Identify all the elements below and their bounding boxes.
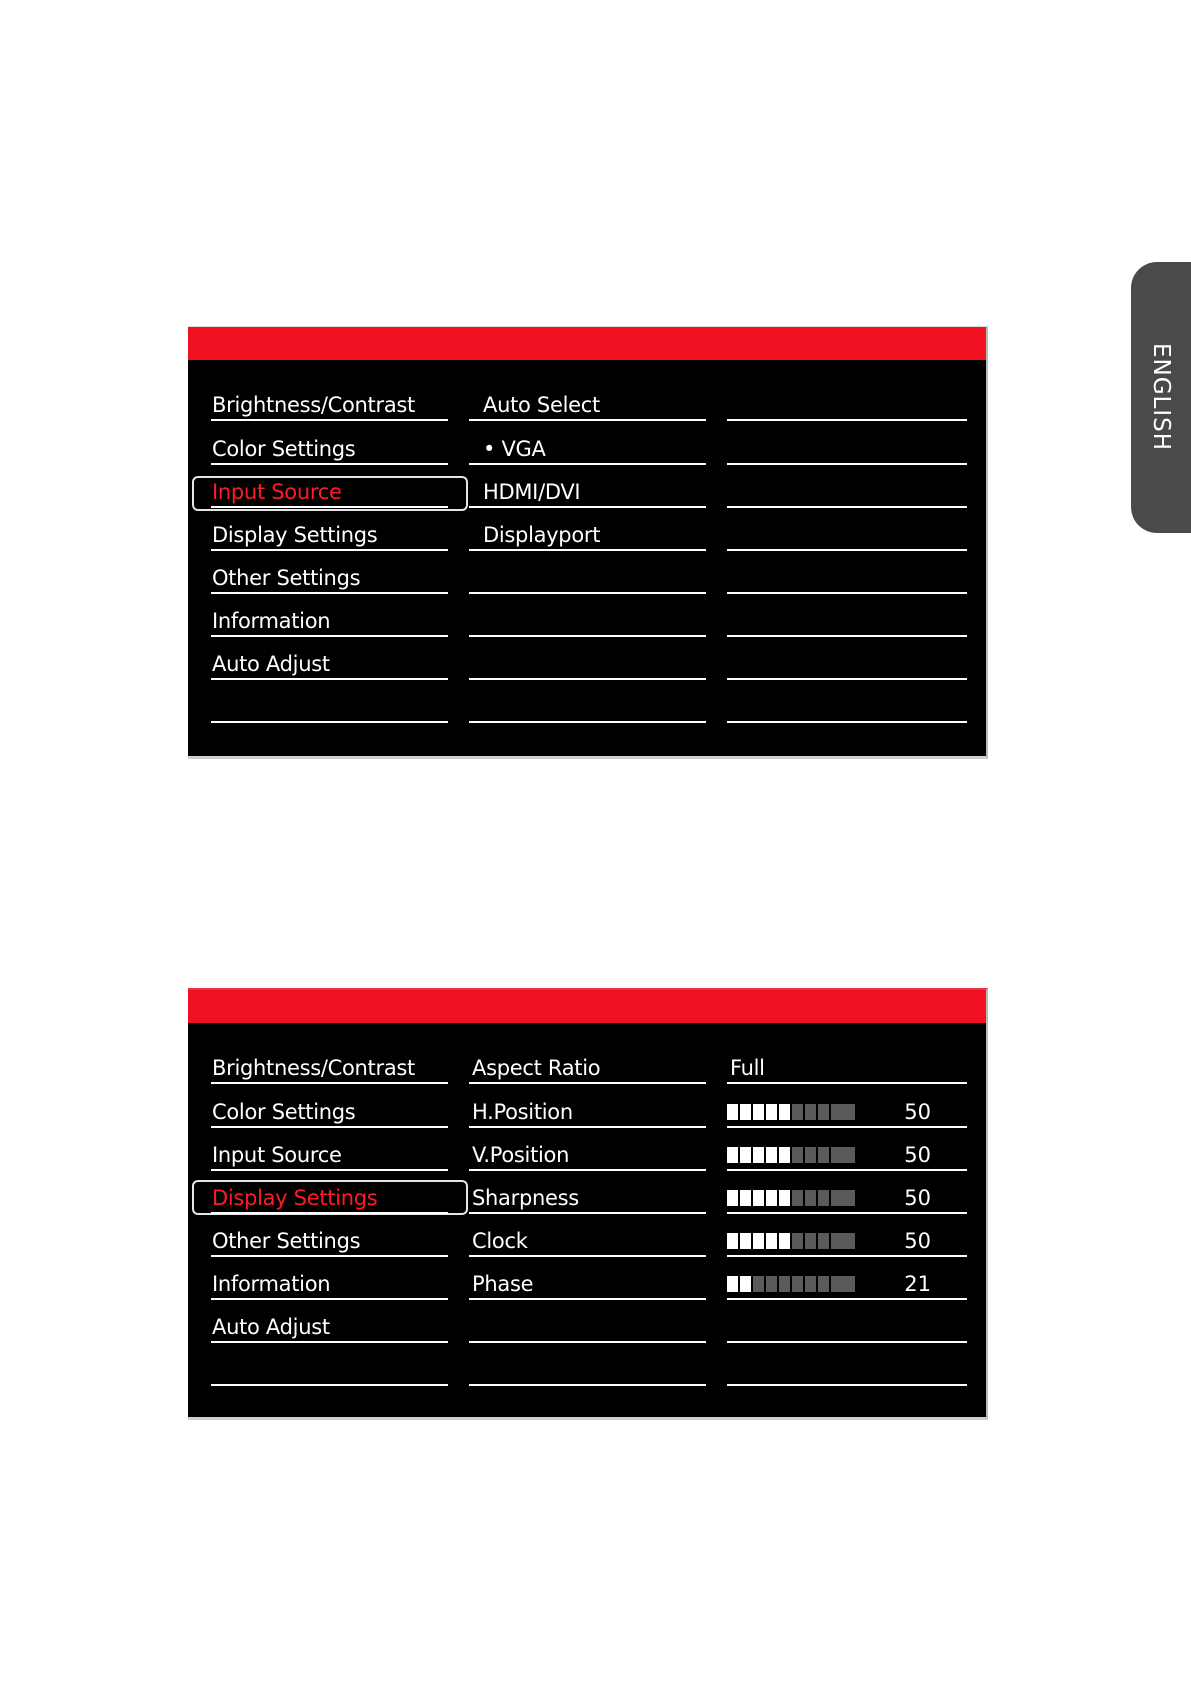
menu-row bbox=[188, 1171, 986, 1214]
menu-row bbox=[188, 1128, 986, 1171]
menu-row bbox=[188, 1214, 986, 1257]
main-menu-item-input-source[interactable] bbox=[211, 1128, 448, 1171]
slider-segment bbox=[766, 1104, 777, 1120]
sharpness-slider[interactable] bbox=[727, 1171, 967, 1214]
language-tab bbox=[1131, 262, 1191, 533]
slider-segment bbox=[740, 1276, 751, 1292]
main-menu-item-information[interactable] bbox=[211, 1257, 448, 1300]
slider-segment bbox=[818, 1233, 829, 1249]
menu-row bbox=[188, 1085, 986, 1128]
submenu-item-clock[interactable] bbox=[469, 1214, 706, 1257]
slider-segment bbox=[740, 1147, 751, 1163]
submenu-item-v-position[interactable] bbox=[469, 1128, 706, 1171]
submenu-item-auto-select[interactable] bbox=[469, 378, 706, 421]
submenu-item-label: HDMI/DVI bbox=[483, 480, 581, 504]
menu-row bbox=[188, 594, 986, 637]
menu-item-label: Auto Adjust bbox=[212, 1315, 330, 1339]
v-position-slider[interactable] bbox=[727, 1128, 967, 1171]
submenu-item-label: Phase bbox=[472, 1272, 534, 1296]
slider-segment bbox=[740, 1233, 751, 1249]
menu-item-label: Color Settings bbox=[212, 1100, 356, 1124]
slider-segment bbox=[831, 1147, 855, 1163]
menu-item-label: Brightness/Contrast bbox=[212, 393, 415, 417]
menu-item-label: Input Source bbox=[212, 1143, 342, 1167]
slider-segment bbox=[779, 1104, 790, 1120]
slider-value: 50 bbox=[904, 1229, 931, 1253]
clock-slider[interactable] bbox=[727, 1214, 967, 1257]
submenu-empty bbox=[469, 1300, 706, 1343]
menu-row bbox=[188, 1257, 986, 1300]
main-menu-empty bbox=[211, 680, 448, 723]
main-menu-empty bbox=[211, 1343, 448, 1386]
submenu-empty bbox=[469, 680, 706, 723]
osd-header-bar bbox=[188, 990, 986, 1023]
slider-segment bbox=[805, 1233, 816, 1249]
submenu-item-label: V.Position bbox=[472, 1143, 570, 1167]
main-menu-item-display-settings[interactable] bbox=[211, 508, 448, 551]
menu-item-label: Other Settings bbox=[212, 566, 361, 590]
slider-segment bbox=[779, 1190, 790, 1206]
submenu-item-label: Auto Select bbox=[483, 393, 600, 417]
menu-item-label: Information bbox=[212, 1272, 331, 1296]
menu-item-label: Auto Adjust bbox=[212, 652, 330, 676]
aspect-ratio-value: Full bbox=[730, 1056, 765, 1080]
osd-header-bar bbox=[188, 327, 986, 360]
slider-segment bbox=[753, 1147, 764, 1163]
menu-item-label: Information bbox=[212, 609, 331, 633]
menu-item-label: Other Settings bbox=[212, 1229, 361, 1253]
slider-segment bbox=[779, 1147, 790, 1163]
slider-value: 21 bbox=[904, 1272, 931, 1296]
menu-item-label-selected: Input Source bbox=[212, 480, 342, 504]
slider-bar bbox=[727, 1104, 855, 1120]
slider-segment bbox=[779, 1276, 790, 1292]
menu-row bbox=[188, 1343, 986, 1386]
slider-segment bbox=[818, 1276, 829, 1292]
submenu-item-label: Displayport bbox=[483, 523, 601, 547]
slider-value: 50 bbox=[904, 1186, 931, 1210]
slider-segment bbox=[831, 1276, 855, 1292]
slider-segment bbox=[766, 1276, 777, 1292]
slider-segment bbox=[727, 1147, 738, 1163]
submenu-item-label: Clock bbox=[472, 1229, 528, 1253]
value-cell bbox=[727, 594, 967, 637]
value-cell bbox=[727, 508, 967, 551]
slider-segment bbox=[792, 1147, 803, 1163]
submenu-item-label: H.Position bbox=[472, 1100, 573, 1124]
aspect-ratio-value-cell[interactable] bbox=[727, 1041, 967, 1084]
osd-display-settings-menu bbox=[188, 988, 988, 1420]
menu-row bbox=[188, 1041, 986, 1084]
value-cell bbox=[727, 551, 967, 594]
h-position-slider[interactable] bbox=[727, 1085, 967, 1128]
slider-segment bbox=[792, 1276, 803, 1292]
slider-segment bbox=[740, 1104, 751, 1120]
menu-row bbox=[188, 508, 986, 551]
main-menu-item-display-settings[interactable] bbox=[211, 1171, 448, 1214]
osd-body bbox=[188, 360, 986, 756]
slider-segment bbox=[753, 1276, 764, 1292]
slider-segment bbox=[766, 1147, 777, 1163]
submenu-item-displayport[interactable] bbox=[469, 508, 706, 551]
slider-value: 50 bbox=[904, 1143, 931, 1167]
main-menu-item-color-settings[interactable] bbox=[211, 422, 448, 465]
slider-segment bbox=[779, 1233, 790, 1249]
slider-segment bbox=[753, 1104, 764, 1120]
slider-segment bbox=[727, 1276, 738, 1292]
submenu-empty bbox=[469, 1343, 706, 1386]
slider-segment bbox=[831, 1190, 855, 1206]
main-menu-item-brightness-contrast[interactable] bbox=[211, 1041, 448, 1084]
menu-row bbox=[188, 680, 986, 723]
value-cell bbox=[727, 637, 967, 680]
submenu-empty bbox=[469, 594, 706, 637]
submenu-item-label: Aspect Ratio bbox=[472, 1056, 601, 1080]
submenu-item-label: • VGA bbox=[483, 437, 546, 461]
menu-item-label-selected: Display Settings bbox=[212, 1186, 378, 1210]
main-menu-item-information[interactable] bbox=[211, 594, 448, 637]
osd-body bbox=[188, 1023, 986, 1417]
value-cell bbox=[727, 1343, 967, 1386]
main-menu-item-auto-adjust[interactable] bbox=[211, 637, 448, 680]
submenu-empty bbox=[469, 637, 706, 680]
slider-segment bbox=[818, 1104, 829, 1120]
menu-row bbox=[188, 551, 986, 594]
submenu-item-hdmi-dvi[interactable] bbox=[469, 465, 706, 508]
menu-item-label: Brightness/Contrast bbox=[212, 1056, 415, 1080]
menu-row bbox=[188, 1300, 986, 1343]
slider-segment bbox=[805, 1147, 816, 1163]
menu-row bbox=[188, 378, 986, 421]
slider-segment bbox=[766, 1233, 777, 1249]
slider-segment bbox=[727, 1104, 738, 1120]
slider-segment bbox=[818, 1147, 829, 1163]
slider-segment bbox=[753, 1233, 764, 1249]
slider-segment bbox=[805, 1276, 816, 1292]
slider-segment bbox=[727, 1233, 738, 1249]
submenu-item-aspect-ratio[interactable] bbox=[469, 1041, 706, 1084]
main-menu-item-input-source[interactable] bbox=[211, 465, 448, 508]
slider-segment bbox=[831, 1233, 855, 1249]
submenu-item-h-position[interactable] bbox=[469, 1085, 706, 1128]
slider-segment bbox=[831, 1104, 855, 1120]
submenu-item-phase[interactable] bbox=[469, 1257, 706, 1300]
language-tab-label: ENGLISH bbox=[1148, 342, 1174, 452]
value-cell bbox=[727, 465, 967, 508]
main-menu-item-auto-adjust[interactable] bbox=[211, 1300, 448, 1343]
slider-segment bbox=[753, 1190, 764, 1206]
slider-segment bbox=[792, 1233, 803, 1249]
slider-value: 50 bbox=[904, 1100, 931, 1124]
slider-segment bbox=[766, 1190, 777, 1206]
value-cell bbox=[727, 1300, 967, 1343]
value-cell bbox=[727, 378, 967, 421]
submenu-item-vga[interactable] bbox=[469, 422, 706, 465]
main-menu-item-other-settings[interactable] bbox=[211, 551, 448, 594]
slider-segment bbox=[727, 1190, 738, 1206]
main-menu-item-other-settings[interactable] bbox=[211, 1214, 448, 1257]
main-menu-item-brightness-contrast[interactable] bbox=[211, 378, 448, 421]
value-cell bbox=[727, 680, 967, 723]
submenu-item-label: Sharpness bbox=[472, 1186, 579, 1210]
menu-item-label: Color Settings bbox=[212, 437, 356, 461]
menu-row bbox=[188, 465, 986, 508]
slider-bar bbox=[727, 1233, 855, 1249]
slider-segment bbox=[740, 1190, 751, 1206]
slider-segment bbox=[818, 1190, 829, 1206]
slider-segment bbox=[805, 1190, 816, 1206]
slider-bar bbox=[727, 1147, 855, 1163]
menu-row bbox=[188, 637, 986, 680]
slider-segment bbox=[805, 1104, 816, 1120]
menu-item-label: Display Settings bbox=[212, 523, 378, 547]
menu-row bbox=[188, 422, 986, 465]
slider-bar bbox=[727, 1276, 855, 1292]
slider-segment bbox=[792, 1104, 803, 1120]
slider-segment bbox=[792, 1190, 803, 1206]
osd-input-source-menu bbox=[188, 326, 988, 759]
main-menu-item-color-settings[interactable] bbox=[211, 1085, 448, 1128]
submenu-item-sharpness[interactable] bbox=[469, 1171, 706, 1214]
slider-bar bbox=[727, 1190, 855, 1206]
value-cell bbox=[727, 422, 967, 465]
submenu-empty bbox=[469, 551, 706, 594]
phase-slider[interactable] bbox=[727, 1257, 967, 1300]
